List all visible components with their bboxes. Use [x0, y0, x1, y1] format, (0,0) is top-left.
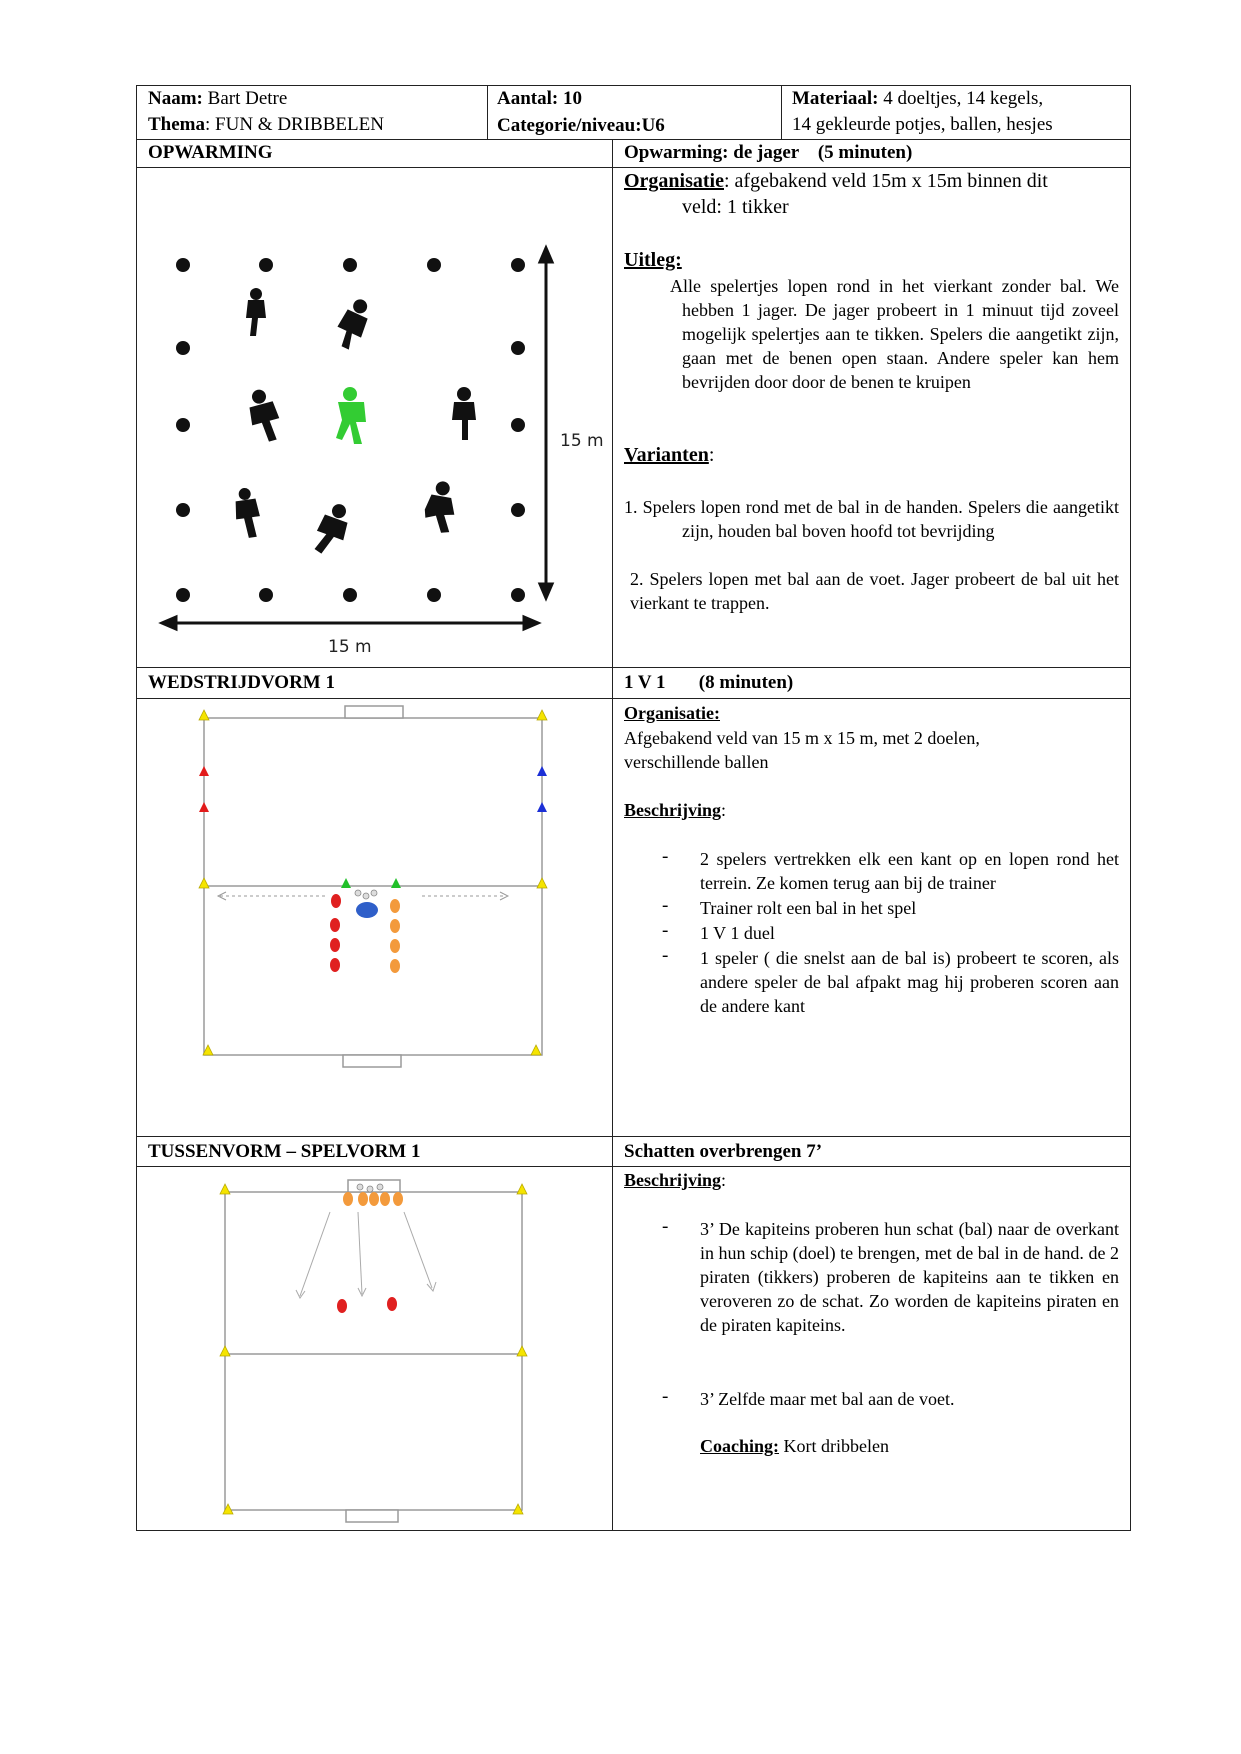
variant-2: 2. Spelers lopen met bal aan de voet. Jager probeert de bal uit het vierkant te trappen.: [630, 569, 1119, 613]
dimension-arrow-vertical: [540, 248, 552, 598]
materiaal-label: Materiaal:: [792, 88, 879, 109]
materiaal-value-2: 14 gekleurde potjes, ballen, hesjes: [792, 114, 1053, 135]
coaching-line: [700, 1434, 889, 1458]
organisatie-text-2: veld: 1 tikker: [682, 196, 789, 218]
organisatie-text: : afgebakend veld 15m x 15m binnen dit: [724, 170, 1048, 192]
beschrijving-colon: :: [721, 800, 727, 820]
organisatie-label: Organisatie: [624, 170, 724, 192]
bullet-item: Trainer rolt een bal in het spel: [700, 898, 917, 918]
uitleg-label: Uitleg:: [624, 249, 682, 271]
trainer-marker: [356, 902, 378, 918]
varianten-label: Varianten: [624, 444, 709, 466]
cone-markers: [176, 258, 525, 602]
header-divider: [487, 85, 488, 140]
field-lines: [225, 1180, 522, 1522]
dimension-label-vertical: 15 m: [560, 431, 604, 451]
schatten-field-diagram: [210, 1170, 540, 1530]
column-divider: [612, 139, 613, 1531]
materiaal-value-1: 4 doeltjes, 14 kegels,: [883, 88, 1044, 109]
bullet-dash: -: [662, 895, 669, 916]
bullet-item: 2 spelers vertrekken elk een kant op en lopen rond het terrein. Ze komen terug aan bij de trainer: [700, 849, 1119, 893]
organisatie-text-2: Afgebakend veld van 15 m x 15 m, met 2 doelen, verschillende ballen: [624, 728, 980, 772]
run-arrows: [296, 1212, 436, 1298]
yellow-cones: [220, 1184, 527, 1514]
beschrijving-line-3: [624, 1168, 726, 1192]
categorie-label: Categorie/niveau:U6: [497, 115, 665, 136]
materiaal-line: [792, 87, 1043, 110]
uitleg-text: Alle spelertjes lopen rond in het vierkant zonder bal. We hebben 1 jager. De jager probeert in 1 minuut tijd zoveel mogelijk spelertjes aan te tikken. Spelers die aangetikt zijn, gaan met de benen open staan. Andere speler kan hem bevrijden door door de benen te kruipen: [670, 276, 1119, 392]
bullet-item: 3’ Zelfde maar met bal aan de voet.: [700, 1389, 955, 1409]
section-title-de-jager: Opwarming: de jager (5 minuten): [624, 142, 913, 163]
row-divider: [136, 167, 1131, 168]
bullet-dash: -: [662, 1216, 669, 1237]
row-divider: [136, 667, 1131, 668]
naam-value: Bart Detre: [207, 88, 288, 109]
beschrijving-line-2: [624, 798, 726, 822]
thema-line: [148, 113, 384, 136]
1v1-field-diagram: [190, 700, 560, 1070]
bullet-item: 3’ De kapiteins proberen hun schat (bal) naar de overkant in hun schip (doel) te brengen, met de bal in de hand. de 2 piraten (tikkers) proberen de kapiteins aan te tikken en veroveren zo de schat. Zo worden de kapiteins piraten en de piraten kapiteins.: [700, 1219, 1119, 1335]
thema-label: Thema: [148, 114, 205, 135]
row-divider: [136, 1166, 1131, 1167]
yellow-cones: [199, 710, 547, 1055]
field-lines: [204, 706, 542, 1067]
row-divider: [136, 1136, 1131, 1137]
organisatie-line: [624, 170, 1048, 193]
bullet-dash: -: [662, 1386, 669, 1407]
section-title-tussenvorm: TUSSENVORM – SPELVORM 1: [148, 1141, 421, 1162]
warmup-field-diagram: [150, 240, 610, 660]
pirate-players: [337, 1297, 397, 1313]
red-team-players: [330, 894, 341, 972]
orange-team-players: [390, 899, 400, 973]
dimension-arrow-horizontal: [162, 617, 538, 629]
aantal-label: Aantal: 10: [497, 88, 582, 109]
naam-line: [148, 87, 287, 110]
section-title-opwarming: OPWARMING: [148, 142, 273, 163]
section-title-1v1: 1 V 1 (8 minuten): [624, 672, 794, 693]
beschrijving-label: Beschrijving: [624, 1170, 721, 1190]
varianten-colon: :: [708, 444, 715, 466]
row-divider: [136, 698, 1131, 699]
naam-label: Naam:: [148, 88, 203, 109]
bullet-dash: -: [662, 920, 669, 941]
varianten-line: [624, 444, 714, 467]
bullet-dash: -: [662, 846, 669, 867]
bullet-dash: -: [662, 945, 669, 966]
captain-players: [343, 1192, 403, 1206]
dimension-label-horizontal: 15 m: [328, 637, 372, 657]
thema-value: : FUN & DRIBBELEN: [205, 114, 384, 135]
coaching-text: Kort dribbelen: [779, 1436, 889, 1456]
bullet-item: 1 speler ( die snelst aan de bal is) probeert te scoren, als andere speler de bal afpakt mag hij proberen scoren aan de andere kant: [700, 948, 1119, 1016]
player-figures: [232, 288, 476, 559]
beschrijving-colon: :: [721, 1170, 727, 1190]
organisatie-label-2: Organisatie:: [624, 703, 720, 723]
coaching-label: Coaching:: [700, 1436, 780, 1456]
header-divider: [781, 85, 782, 140]
beschrijving-label: Beschrijving: [624, 800, 721, 820]
section-title-wedstrijdvorm: WEDSTRIJDVORM 1: [148, 672, 335, 693]
balls: [355, 890, 377, 899]
variant-1: 1. Spelers lopen rond met de bal in de handen. Spelers die aangetikt zijn, houden bal boven hoofd tot bevrijding: [624, 497, 1119, 541]
section-title-schatten: Schatten overbrengen 7’: [624, 1141, 823, 1162]
bullet-item: 1 V 1 duel: [700, 923, 775, 943]
